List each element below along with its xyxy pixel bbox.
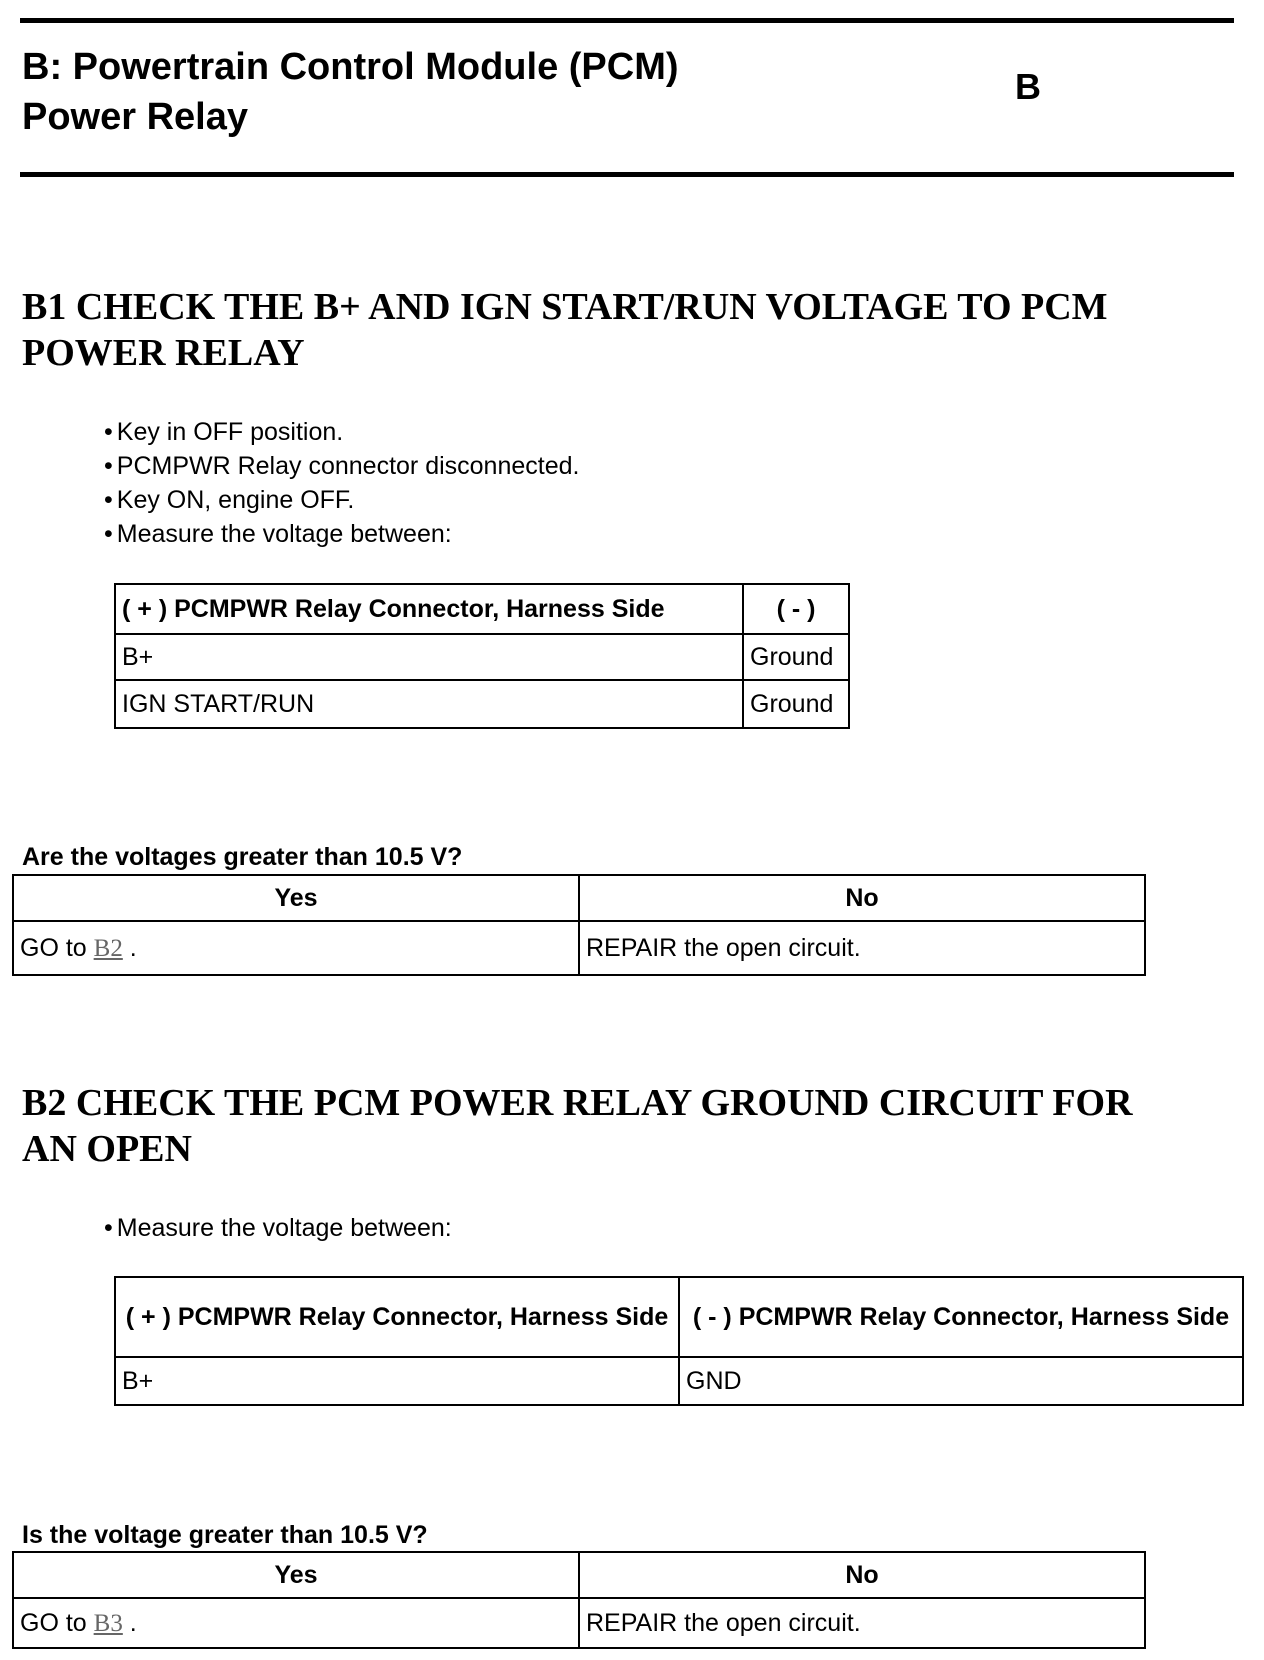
list-item: • Key ON, engine OFF. (104, 483, 579, 517)
step-b2-measure-table (114, 1276, 1244, 1406)
table-row: GO to B2 . REPAIR the open circuit. (13, 921, 1145, 975)
header-bottom-rule (20, 172, 1234, 177)
table-header: No (579, 875, 1145, 921)
step-b1-question: Are the voltages greater than 10.5 V? (22, 843, 463, 871)
goto-b3-link[interactable]: B3 (93, 1609, 123, 1637)
table-row: GO to B3 . REPAIR the open circuit. (13, 1598, 1145, 1648)
table-row: B+ Ground (115, 634, 849, 680)
table-row: B+ GND (115, 1357, 1243, 1405)
table-header: Yes (13, 875, 579, 921)
page-title: B: Powertrain Control Module (PCM) Power Relay (22, 46, 679, 138)
table-header: ( + ) PCMPWR Relay Connector, Harness Side (115, 584, 743, 634)
step-b2-instructions (104, 1211, 452, 1245)
table-header: ( + ) PCMPWR Relay Connector, Harness Side (115, 1277, 679, 1357)
list-item: • Key in OFF position. (104, 415, 579, 449)
section-letter: B (1015, 66, 1041, 107)
step-b2-question: Is the voltage greater than 10.5 V? (22, 1521, 428, 1549)
step-b2-title: B2 CHECK THE PCM POWER RELAY GROUND CIRCUIT FOR AN OPEN (22, 1082, 1133, 1170)
table-header: No (579, 1552, 1145, 1598)
table-header: ( - ) PCMPWR Relay Connector, Harness Side (679, 1277, 1243, 1357)
table-header: Yes (13, 1552, 579, 1598)
table-header: ( - ) (743, 584, 849, 634)
header-top-rule (20, 18, 1234, 23)
step-b1-instructions (104, 415, 579, 551)
list-item: • Measure the voltage between: (104, 517, 579, 551)
step-b1-title: B1 CHECK THE B+ AND IGN START/RUN VOLTAGE TO PCM POWER RELAY (22, 286, 1108, 374)
list-item: • PCMPWR Relay connector disconnected. (104, 449, 579, 483)
step-b1-measure-table (114, 583, 850, 729)
table-row: IGN START/RUN Ground (115, 680, 849, 728)
step-b2-answer-table (12, 1551, 1146, 1649)
list-item: • Measure the voltage between: (104, 1211, 452, 1245)
goto-b2-link[interactable]: B2 (93, 934, 123, 962)
step-b1-answer-table (12, 874, 1146, 976)
